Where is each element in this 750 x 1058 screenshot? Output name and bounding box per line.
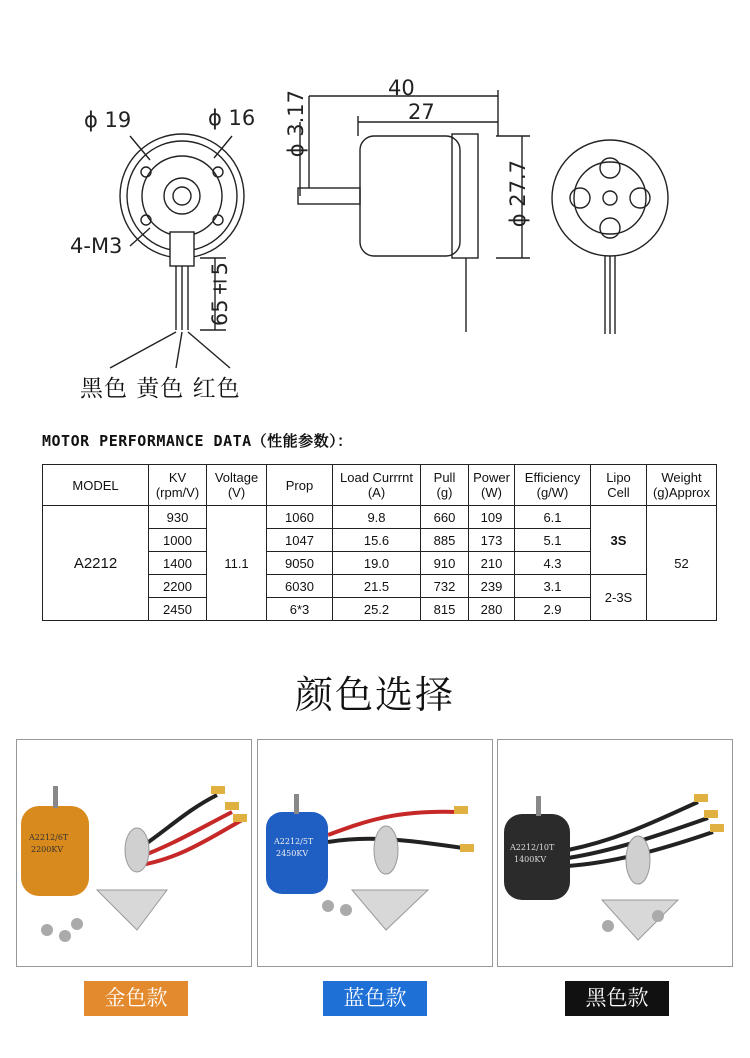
cell-current: 19.0 — [333, 552, 421, 575]
blue-motor-illustration — [258, 740, 492, 966]
header-voltage: Voltage (V) — [207, 465, 267, 506]
dim-body-diameter: ϕ 27.7 — [506, 160, 530, 228]
cell-lipo-23s: 2-3S — [591, 575, 647, 621]
cell-pull: 815 — [421, 598, 469, 621]
table-row — [43, 506, 717, 529]
cell-pull: 910 — [421, 552, 469, 575]
motor-kv-text: 2200KV — [31, 845, 64, 854]
cell-kv: 2200 — [149, 575, 207, 598]
photo-blue-variant — [257, 739, 493, 967]
motor-model-text: A2212/6T — [29, 833, 69, 842]
header-current: Load Currrnt (A) — [333, 465, 421, 506]
header-kv: KV (rpm/V) — [149, 465, 207, 506]
cell-prop: 1060 — [267, 506, 333, 529]
cell-efficiency: 4.3 — [515, 552, 591, 575]
cell-kv: 2450 — [149, 598, 207, 621]
motor-kv-text: 1400KV — [514, 855, 547, 864]
dim-length-40: 40 — [388, 76, 415, 100]
gold-motor-illustration — [17, 740, 251, 966]
cell-pull: 885 — [421, 529, 469, 552]
header-pull: Pull (g) — [421, 465, 469, 506]
performance-table — [42, 464, 717, 621]
back-view — [552, 140, 668, 334]
header-power: Power (W) — [469, 465, 515, 506]
dim-4m3: 4-M3 — [70, 234, 123, 258]
cell-efficiency: 2.9 — [515, 598, 591, 621]
black-motor-illustration — [498, 740, 732, 966]
motor-model-text: A2212/5T — [274, 837, 314, 846]
cell-power: 210 — [469, 552, 515, 575]
motor-kv-text: 2450KV — [276, 849, 309, 858]
dim-phi16: ϕ 16 — [208, 106, 256, 130]
cell-efficiency: 6.1 — [515, 506, 591, 529]
cell-efficiency: 3.1 — [515, 575, 591, 598]
table-title: MOTOR PERFORMANCE DATA（性能参数）： — [42, 432, 353, 450]
cell-prop: 1047 — [267, 529, 333, 552]
cell-pull: 660 — [421, 506, 469, 529]
cell-weight: 52 — [647, 506, 717, 621]
cell-current: 25.2 — [333, 598, 421, 621]
cell-power: 280 — [469, 598, 515, 621]
cell-kv: 930 — [149, 506, 207, 529]
header-model: MODEL — [43, 465, 149, 506]
cell-current: 9.8 — [333, 506, 421, 529]
table-header-row — [43, 465, 717, 506]
dim-length-27: 27 — [408, 100, 435, 124]
variant-label-blue: 蓝色款 — [323, 981, 427, 1016]
dim-wire-length: 65±5 — [208, 262, 232, 327]
cell-prop: 6030 — [267, 575, 333, 598]
cell-prop: 9050 — [267, 552, 333, 575]
cell-voltage: 11.1 — [207, 506, 267, 621]
wire-color-labels: 黑色 黄色 红色 — [80, 376, 241, 402]
cell-power: 239 — [469, 575, 515, 598]
photo-black-variant — [497, 739, 733, 967]
motor-model-text: A2212/10T — [510, 843, 555, 852]
cell-kv: 1400 — [149, 552, 207, 575]
cell-pull: 732 — [421, 575, 469, 598]
cell-efficiency: 5.1 — [515, 529, 591, 552]
cell-kv: 1000 — [149, 529, 207, 552]
front-view — [110, 134, 244, 368]
color-options-heading: 颜色选择 — [294, 673, 455, 717]
photo-gold-variant — [16, 739, 252, 967]
dim-shaft-diameter: ϕ 3.17 — [284, 90, 308, 158]
header-lipo: Lipo Cell — [591, 465, 647, 506]
header-weight: Weight (g)Approx — [647, 465, 717, 506]
motor-drawing — [0, 0, 750, 410]
side-view — [298, 90, 530, 332]
dim-phi19: ϕ 19 — [84, 108, 132, 132]
variant-label-black: 黑色款 — [565, 981, 669, 1016]
header-efficiency: Efficiency (g/W) — [515, 465, 591, 506]
cell-current: 15.6 — [333, 529, 421, 552]
cell-lipo-3s: 3S — [591, 506, 647, 575]
cell-power: 173 — [469, 529, 515, 552]
variant-label-gold: 金色款 — [84, 981, 188, 1016]
cell-power: 109 — [469, 506, 515, 529]
cell-current: 21.5 — [333, 575, 421, 598]
header-prop: Prop — [267, 465, 333, 506]
cell-prop: 6*3 — [267, 598, 333, 621]
cell-model: A2212 — [43, 506, 149, 621]
